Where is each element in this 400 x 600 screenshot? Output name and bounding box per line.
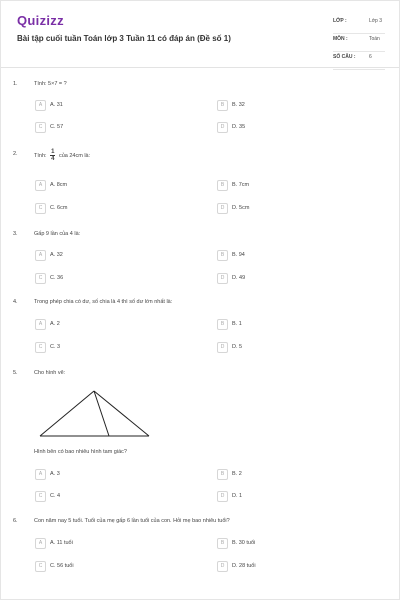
option-letter: D [217,203,228,214]
option-text: C. 6cm [50,205,68,211]
option-text: B. 1 [232,321,242,327]
meta-label: LỚP : [333,18,347,24]
option-text: B. 94 [232,252,245,258]
option-text: A. 31 [50,102,63,108]
option-letter: A [35,250,46,261]
question-number: 5. [13,370,18,376]
question-text [34,149,90,162]
question-text: Tính: 5×7 = ? [34,81,67,87]
meta-value: 6 [369,54,372,60]
option-text: D. 5cm [232,205,250,211]
worksheet-title: Bài tập cuối tuần Toán lớp 3 Tuần 11 có đáp án (Đề số 1) [17,34,231,43]
option-text: C. 4 [50,493,61,499]
meta-label: MÔN : [333,36,348,42]
option-letter: B [217,319,228,330]
option-letter: A [35,469,46,480]
option-letter: B [217,469,228,480]
option-letter: C [35,203,46,214]
option-text: C. 36 [50,275,64,281]
question-subtext: Hình bên có bao nhiêu hình tam giác? [34,449,127,455]
option-letter: C [35,561,46,572]
option-letter: C [35,273,46,284]
option-letter: D [217,491,228,502]
option-text: C. 56 tuổi [50,563,74,569]
option-letter: C [35,342,46,353]
fraction [50,149,55,162]
question-number: 4. [13,299,18,305]
option-text: A. 8cm [50,182,68,188]
option-letter: C [35,491,46,502]
option-letter: A [35,319,46,330]
triangle-figure [37,387,153,441]
option-text: A. 32 [50,252,63,258]
option-letter: D [217,122,228,133]
option-text: D. 49 [232,275,246,281]
option-text: B. 30 tuổi [232,540,256,546]
option-text: C. 3 [50,344,61,350]
meta-row-subject [333,34,385,52]
option-text: D. 28 tuổi [232,563,256,569]
option-letter: A [35,100,46,111]
triangle-right-edge [94,391,149,436]
triangle-left-edge [40,391,94,436]
option-text: B. 32 [232,102,245,108]
option-letter: D [217,273,228,284]
fraction-numerator: 1 [51,149,55,155]
question-text: Cho hình vẽ: [34,370,66,376]
option-letter: C [35,122,46,133]
meta-panel [333,16,385,70]
option-letter: A [35,180,46,191]
question-text-after: của 24cm là: [58,152,91,159]
option-letter: D [217,561,228,572]
option-letter: B [217,180,228,191]
question-text: Trong phép chia có dư, số chia là 4 thì số dư lớn nhất là: [34,299,173,305]
worksheet-header [1,1,399,68]
option-letter: D [217,342,228,353]
option-text: C. 57 [50,124,64,130]
question-number: 6. [13,518,18,524]
option-letter: B [217,538,228,549]
quizizz-logo: Quizizz [17,13,64,28]
option-letter: B [217,100,228,111]
option-text: D. 1 [232,493,243,499]
question-text: Gấp 9 lần của 4 là: [34,231,81,237]
question-text: Con năm nay 5 tuổi. Tuổi của mẹ gấp 6 lần tuổi của con. Hỏi mẹ bao nhiêu tuổi? [34,518,230,524]
fraction-denominator: 4 [51,156,55,162]
meta-value: Lớp 3 [369,18,383,24]
option-text: A. 2 [50,321,60,327]
option-letter: B [217,250,228,261]
option-text: D. 5 [232,344,243,350]
option-text: A. 3 [50,471,60,477]
meta-row-count [333,52,385,70]
question-number: 3. [13,231,18,237]
question-number: 2. [13,151,18,157]
option-letter: A [35,538,46,549]
option-text: D. 35 [232,124,246,130]
meta-label: SỐ CÂU : [333,54,356,60]
option-text: B. 7cm [232,182,250,188]
question-text-before: Tính: [34,152,47,159]
option-text: A. 11 tuổi [50,540,73,546]
question-number: 1. [13,81,18,87]
meta-value: Toán [369,36,380,42]
meta-row-class [333,16,385,34]
option-text: B. 2 [232,471,242,477]
